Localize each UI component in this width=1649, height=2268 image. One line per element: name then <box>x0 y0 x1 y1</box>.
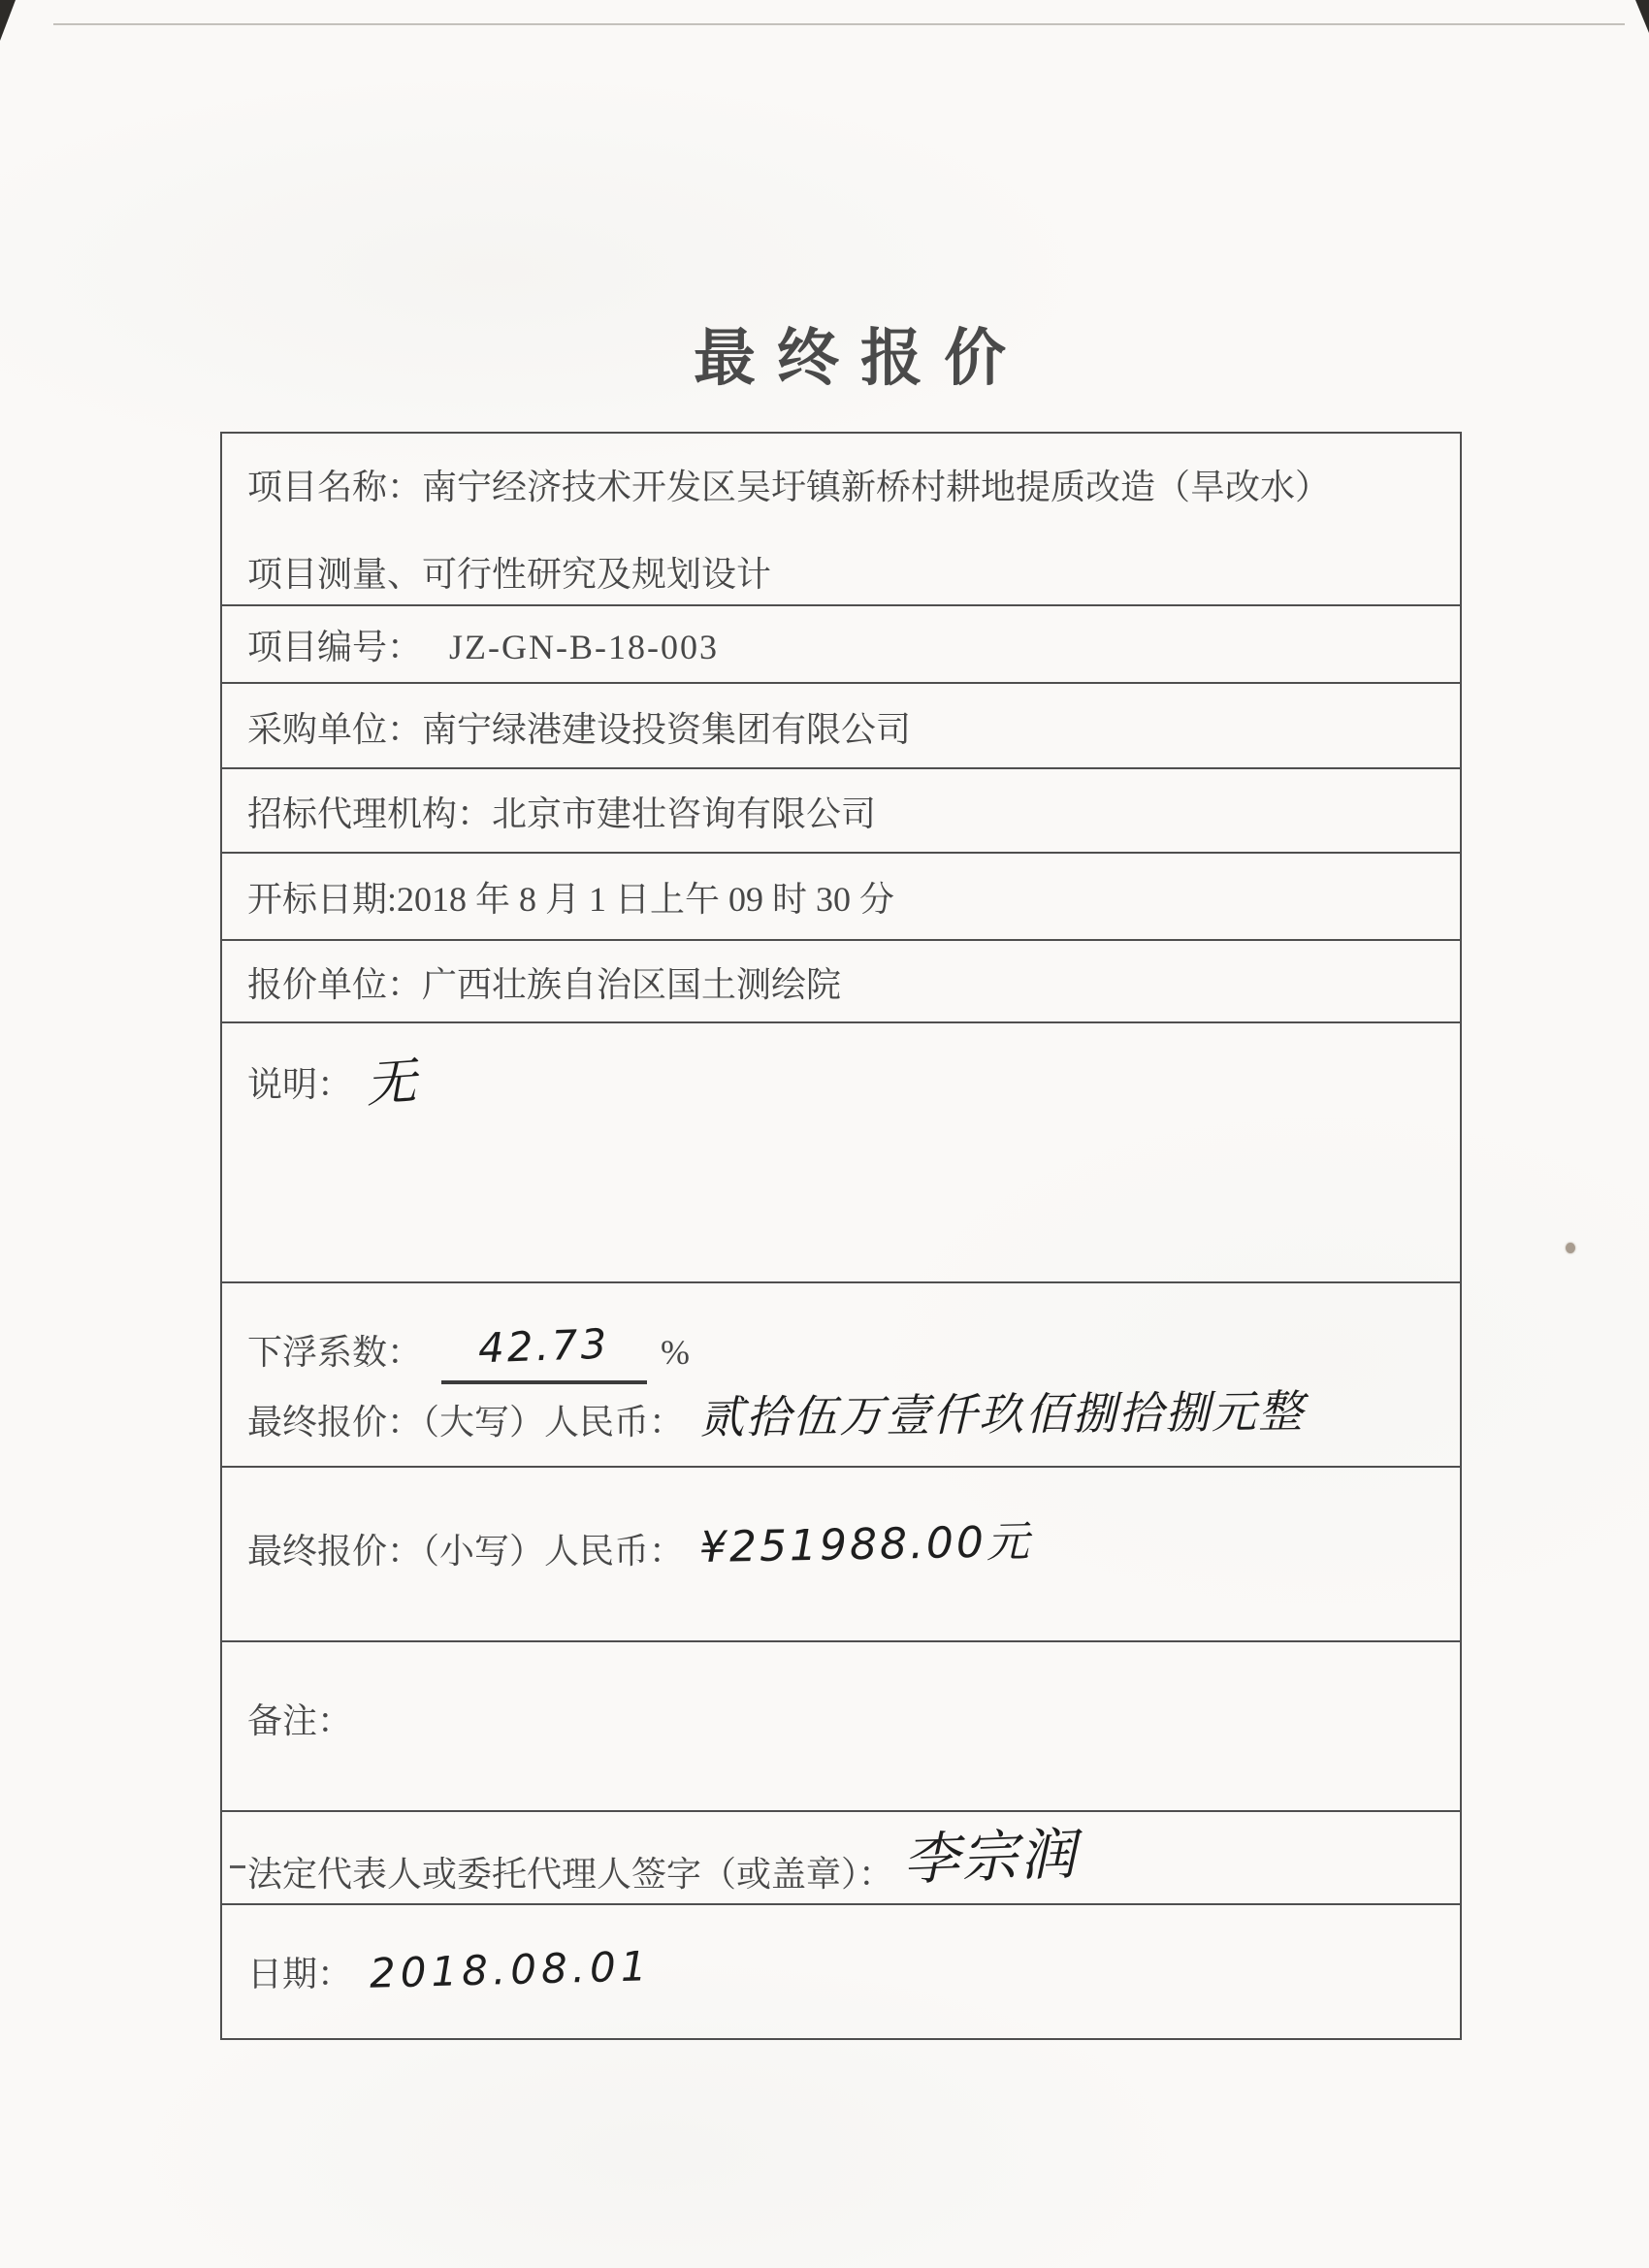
project-number-label: 项目编号： <box>247 628 423 666</box>
agency-label: 招标代理机构： <box>247 794 493 833</box>
row-note <box>222 1023 1460 1283</box>
row-price-figures <box>222 1468 1460 1642</box>
row-project-number <box>222 606 1460 684</box>
date-handwritten-value: 2018.08.01 <box>369 1942 653 1997</box>
date-label: 日期： <box>247 1955 353 1993</box>
quotation-table <box>220 432 1462 2040</box>
scan-corner-artifact-left <box>0 0 16 41</box>
row-purchaser <box>222 684 1460 769</box>
purchaser-label: 采购单位： <box>247 710 423 749</box>
project-name-value-line2: 项目测量、可行性研究及规划设计 <box>247 555 772 595</box>
signature-label: 法定代表人或委托代理人签字（或盖章）： <box>247 1855 894 1894</box>
agency-value: 北京市建壮咨询有限公司 <box>492 794 877 833</box>
signature-handwritten-value: 李宗润 <box>901 1820 1080 1894</box>
row-project-name <box>222 434 1460 606</box>
bidder-value: 广西壮族自治区国土测绘院 <box>422 965 842 1004</box>
final-price-figures-label: 最终报价：（小写）人民币： <box>247 1532 685 1571</box>
discount-rate-underline <box>441 1319 647 1384</box>
remarks-label: 备注： <box>247 1701 353 1740</box>
project-name-label: 项目名称： <box>247 468 423 506</box>
row-discount-and-price-words <box>222 1283 1460 1468</box>
scan-dash-artifact <box>230 1865 245 1868</box>
row-remarks <box>222 1642 1460 1812</box>
row-agency <box>222 769 1460 854</box>
row-signature <box>222 1812 1460 1905</box>
final-price-words-handwritten-value: 贰拾伍万壹仟玖佰捌拾捌元整 <box>698 1384 1306 1443</box>
final-price-words-label: 最终报价：（大写）人民币： <box>247 1402 685 1442</box>
note-label: 说明： <box>247 1065 353 1104</box>
bidder-label: 报价单位： <box>247 965 423 1004</box>
project-name-value-line1: 南宁经济技术开发区吴圩镇新桥村耕地提质改造（旱改水） <box>422 468 1331 506</box>
bid-opening-date-label: 开标日期: <box>247 880 398 919</box>
final-price-figures-handwritten-value: ¥251988.00元 <box>698 1517 1033 1572</box>
row-date <box>222 1905 1460 2038</box>
scan-corner-artifact-right <box>1635 0 1649 33</box>
purchaser-value: 南宁绿港建设投资集团有限公司 <box>422 710 912 749</box>
document-title: 最终报价 <box>694 324 1027 393</box>
project-number-value: JZ-GN-B-18-003 <box>449 628 719 666</box>
row-bidder <box>222 941 1460 1023</box>
scan-dot-artifact <box>1566 1243 1575 1253</box>
discount-rate-handwritten-value: 42.73 <box>477 1319 611 1373</box>
scan-edge-line <box>53 23 1625 25</box>
row-bid-opening-date <box>222 854 1460 941</box>
note-handwritten-value: 无 <box>363 1053 419 1115</box>
discount-rate-percent-sign: % <box>661 1333 691 1372</box>
discount-rate-label: 下浮系数： <box>247 1333 423 1372</box>
bid-opening-date-value: 2018 年 8 月 1 日上午 09 时 30 分 <box>397 880 895 919</box>
